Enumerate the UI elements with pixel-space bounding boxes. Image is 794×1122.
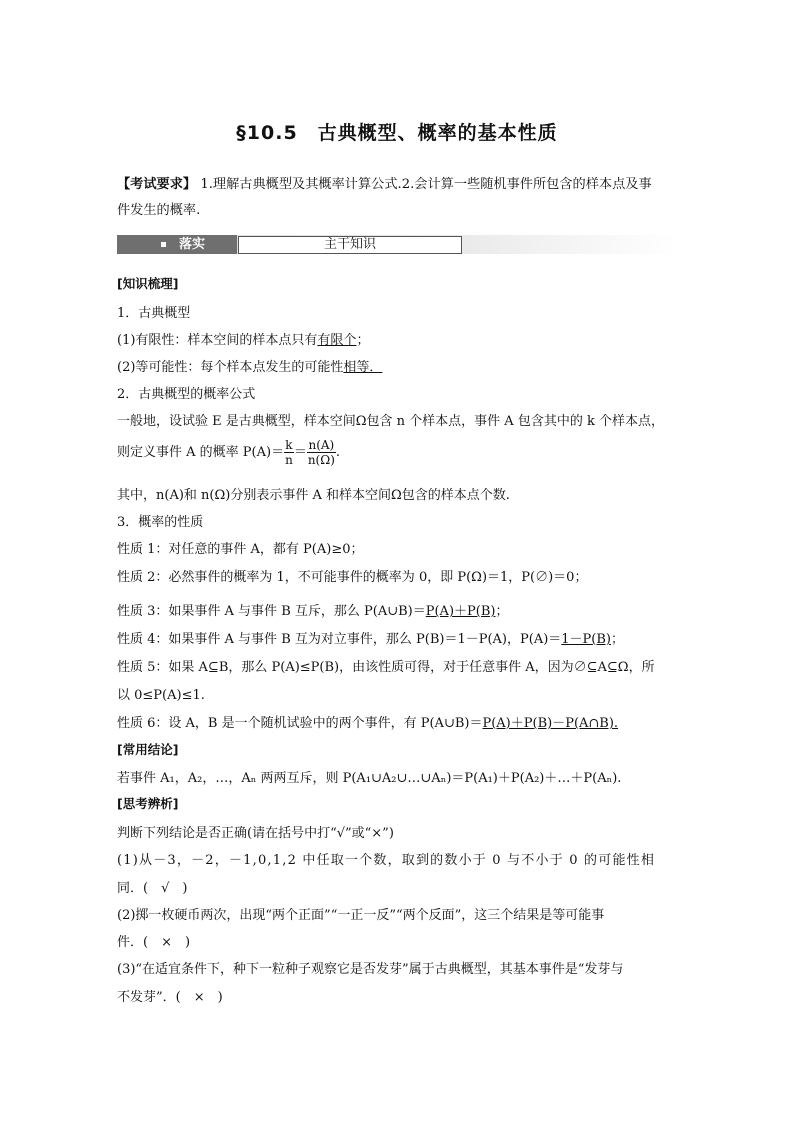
knowledge-header: [知识梳理] bbox=[117, 276, 179, 291]
p3-answer: P(A)＋P(B) bbox=[425, 604, 496, 619]
p4-end: ； bbox=[611, 632, 625, 647]
section-banner bbox=[117, 235, 677, 254]
question-3-line1: (3)“在适宜条件下，种下一粒种子观察它是否发芽”属于古典概型，其基本事件是“发芽与 bbox=[117, 962, 624, 977]
fraction-nA-nOmega bbox=[307, 438, 336, 467]
p6-answer: P(A)＋P(B)－P(A∩B). bbox=[482, 716, 619, 731]
p4-answer: 1－P(B) bbox=[561, 632, 611, 647]
requirement-text-1: 1.理解古典概型及其概率计算公式.2.会计算一些随机事件所包含的样本点及事 bbox=[196, 177, 652, 192]
property-6 bbox=[117, 712, 618, 731]
frac2-numerator: n(A) bbox=[308, 438, 335, 452]
page-title: §10.5 古典概型、概率的基本性质 bbox=[236, 122, 558, 144]
exam-requirement bbox=[117, 172, 679, 224]
section2-line3: 其中，n(A)和 n(Ω)分别表示事件 A 和样本空间Ω包含的样本点个数. bbox=[117, 488, 510, 503]
s1-l2-text: (2)等可能性：每个样本点发生的可能性 bbox=[117, 360, 344, 375]
square-bullet-icon bbox=[161, 242, 166, 247]
s1-l1-answer: 有限个 bbox=[317, 333, 357, 348]
frac1-numerator: k bbox=[285, 438, 293, 452]
p3-text: 性质 3：如果事件 A 与事件 B 互斥，那么 P(A∪B)＝ bbox=[117, 604, 426, 619]
s2-l2-text: 则定义事件 A 的概率 P(A)＝ bbox=[117, 445, 285, 460]
banner-right-label: 主干知识 bbox=[238, 236, 462, 254]
section1-line2 bbox=[117, 356, 382, 375]
question-2-line2: 件．( × ) bbox=[117, 935, 191, 950]
property-5-line1: 性质 5：如果 A⊆B，那么 P(A)≤P(B)，由该性质可得，对于任意事件 A，因为∅⊆A⊆Ω，所 bbox=[117, 660, 655, 675]
question-1-line1: (1)从－3，－2，－1,0,1,2 中任取一个数，取到的数小于 0 与不小于 0 的可能性相 bbox=[117, 853, 656, 868]
property-5-line2: 以 0≤P(A)≤1. bbox=[117, 688, 205, 703]
section2-title: 2．古典概型的概率公式 bbox=[117, 387, 256, 402]
section1-line1 bbox=[117, 329, 369, 348]
property-2: 性质 2：必然事件的概率为 1，不可能事件的概率为 0，即 P(Ω)＝1，P(∅)＝0； bbox=[117, 570, 588, 585]
thinking-header: [思考辨析] bbox=[117, 796, 179, 811]
equals-sign: ＝ bbox=[293, 445, 307, 460]
property-1: 性质 1：对任意的事件 A，都有 P(A)≥0； bbox=[117, 542, 364, 557]
p3-end: ； bbox=[495, 604, 509, 619]
s1-l1-text: (1)有限性：样本空间的样本点只有 bbox=[117, 333, 318, 348]
property-4 bbox=[117, 628, 624, 647]
section1-title: 1．古典概型 bbox=[117, 306, 191, 321]
property-3 bbox=[117, 600, 508, 619]
conclusion-header: [常用结论] bbox=[117, 742, 179, 757]
conclusion-text: 若事件 A₁，A₂，…，Aₙ 两两互斥，则 P(A₁∪A₂∪…∪Aₙ)＝P(A₁)＋P(A₂)＋…＋P(Aₙ). bbox=[117, 771, 622, 786]
s2-l2-end: . bbox=[335, 445, 341, 460]
banner-left-tag bbox=[117, 235, 237, 254]
banner-left-label: 落实 bbox=[179, 237, 206, 252]
frac2-denominator: n(Ω) bbox=[307, 453, 335, 467]
section2-line2 bbox=[117, 438, 340, 467]
question-1-line2: 同．( √ ) bbox=[117, 881, 188, 896]
requirement-label: 【考试要求】 bbox=[117, 177, 197, 192]
question-3-line2: 不发芽”．( × ) bbox=[117, 990, 223, 1005]
section2-line1: 一般地，设试验 E 是古典概型，样本空间Ω包含 n 个样本点，事件 A 包含其中的 k 个样本点， bbox=[117, 414, 664, 429]
s1-l2-answer: 相等． bbox=[343, 360, 383, 375]
question-2-line1: (2)掷一枚硬币两次，出现“两个正面”“一正一反”“两个反面”，这三个结果是等可能事 bbox=[117, 908, 605, 923]
s1-l1-end: ； bbox=[356, 333, 370, 348]
requirement-text-2: 件发生的概率. bbox=[117, 203, 201, 218]
frac1-denominator: n bbox=[285, 453, 293, 467]
p4-text: 性质 4：如果事件 A 与事件 B 互为对立事件，那么 P(B)＝1－P(A)，P(A)＝ bbox=[117, 632, 562, 647]
fraction-k-n bbox=[284, 438, 294, 467]
p6-text: 性质 6：设 A，B 是一个随机试验中的两个事件，有 P(A∪B)＝ bbox=[117, 716, 483, 731]
thinking-intro: 判断下列结论是否正确(请在括号中打“√”或“×”) bbox=[117, 826, 394, 841]
section3-title: 3．概率的性质 bbox=[117, 515, 204, 530]
